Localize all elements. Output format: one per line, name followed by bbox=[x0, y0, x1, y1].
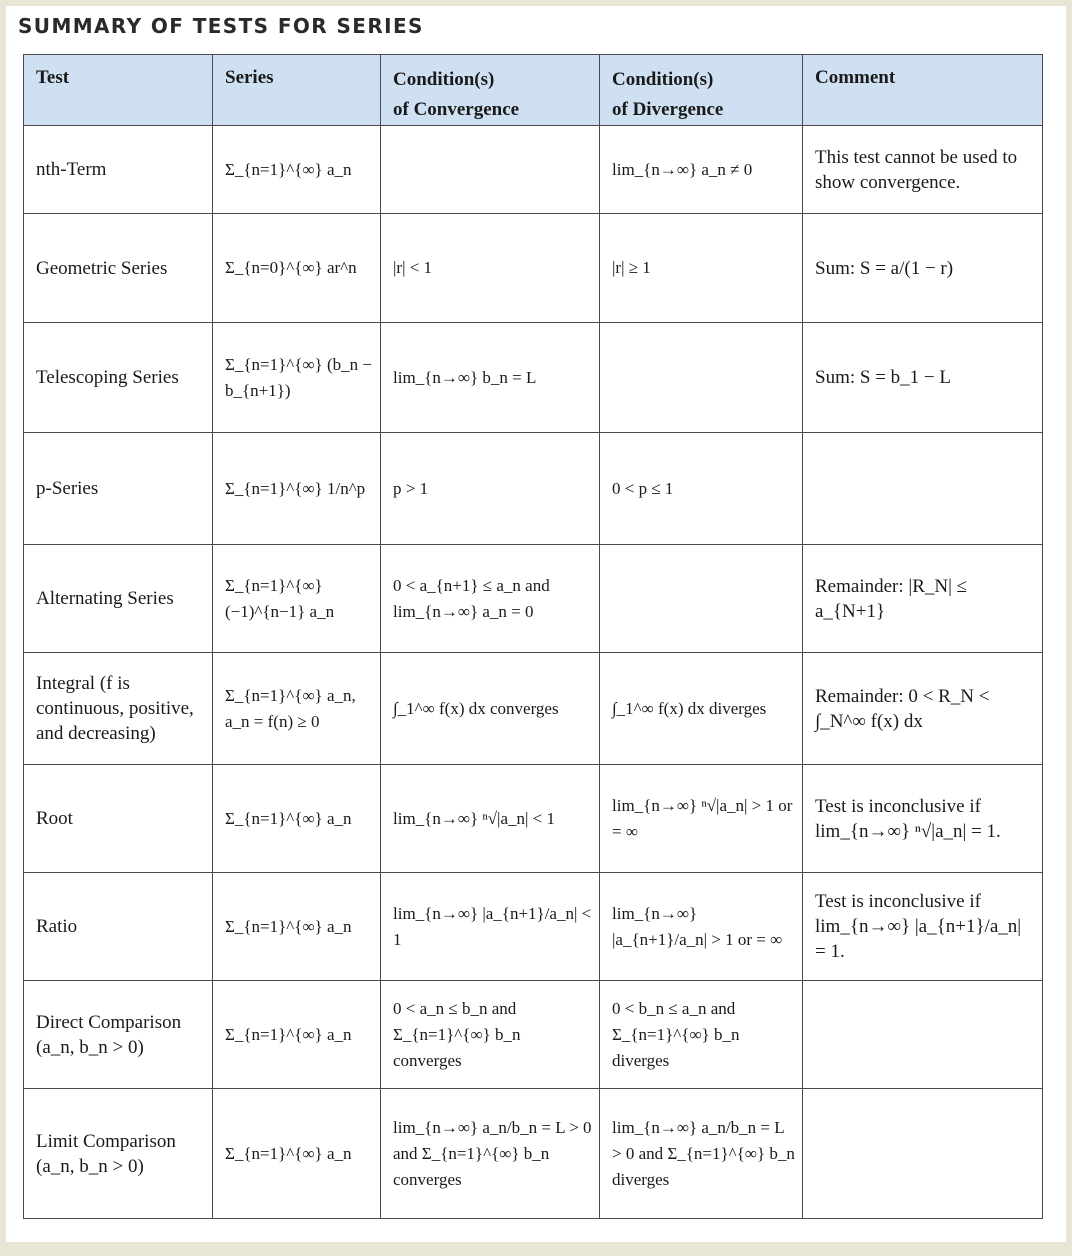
cell-series: Σ_{n=1}^{∞} a_n bbox=[213, 1089, 381, 1219]
table-row bbox=[24, 653, 1043, 765]
cell-convergence: 0 < a_{n+1} ≤ a_n and lim_{n→∞} a_n = 0 bbox=[381, 545, 600, 653]
cell-convergence: lim_{n→∞} a_n/b_n = L > 0 and Σ_{n=1}^{∞} b_n converges bbox=[381, 1089, 600, 1219]
cell-divergence: 0 < p ≤ 1 bbox=[600, 433, 803, 545]
cell-divergence: lim_{n→∞} a_n/b_n = L > 0 and Σ_{n=1}^{∞} b_n diverges bbox=[600, 1089, 803, 1219]
cell-series: Σ_{n=1}^{∞} a_n bbox=[213, 981, 381, 1089]
cell-comment: Test is inconclusive if lim_{n→∞} |a_{n+1}/a_n| = 1. bbox=[803, 873, 1043, 981]
cell-divergence: |r| ≥ 1 bbox=[600, 214, 803, 323]
cell-test: Integral (f is continuous, positive, and decreasing) bbox=[24, 653, 213, 765]
header-comment: Comment bbox=[803, 55, 1043, 126]
cell-convergence: p > 1 bbox=[381, 433, 600, 545]
cell-convergence: ∫_1^∞ f(x) dx converges bbox=[381, 653, 600, 765]
cell-series: Σ_{n=1}^{∞} a_n, a_n = f(n) ≥ 0 bbox=[213, 653, 381, 765]
cell-series: Σ_{n=1}^{∞} 1/n^p bbox=[213, 433, 381, 545]
cell-divergence: ∫_1^∞ f(x) dx diverges bbox=[600, 653, 803, 765]
cell-divergence: lim_{n→∞} a_n ≠ 0 bbox=[600, 126, 803, 214]
header-convergence bbox=[381, 55, 600, 126]
header-divergence-line1: Condition(s) bbox=[612, 69, 714, 90]
cell-test: Limit Comparison (a_n, b_n > 0) bbox=[24, 1089, 213, 1219]
cell-test: Ratio bbox=[24, 873, 213, 981]
cell-test: p-Series bbox=[24, 433, 213, 545]
table-row bbox=[24, 214, 1043, 323]
cell-series: Σ_{n=1}^{∞} a_n bbox=[213, 765, 381, 873]
cell-divergence bbox=[600, 323, 803, 433]
table-row bbox=[24, 433, 1043, 545]
cell-test: Telescoping Series bbox=[24, 323, 213, 433]
header-test: Test bbox=[24, 55, 213, 126]
cell-comment: Remainder: |R_N| ≤ a_{N+1} bbox=[803, 545, 1043, 653]
table-row bbox=[24, 765, 1043, 873]
cell-divergence bbox=[600, 545, 803, 653]
cell-series: Σ_{n=0}^{∞} ar^n bbox=[213, 214, 381, 323]
cell-series: Σ_{n=1}^{∞} a_n bbox=[213, 873, 381, 981]
cell-convergence: lim_{n→∞} ⁿ√|a_n| < 1 bbox=[381, 765, 600, 873]
cell-convergence bbox=[381, 126, 600, 214]
table-row bbox=[24, 545, 1043, 653]
table-row bbox=[24, 981, 1043, 1089]
header-divergence-line2: of Divergence bbox=[612, 99, 724, 120]
cell-convergence: 0 < a_n ≤ b_n and Σ_{n=1}^{∞} b_n converges bbox=[381, 981, 600, 1089]
cell-comment: Sum: S = a/(1 − r) bbox=[803, 214, 1043, 323]
cell-comment: This test cannot be used to show convergence. bbox=[803, 126, 1043, 214]
table-row bbox=[24, 126, 1043, 214]
cell-test: Geometric Series bbox=[24, 214, 213, 323]
cell-comment: Sum: S = b_1 − L bbox=[803, 323, 1043, 433]
cell-comment bbox=[803, 1089, 1043, 1219]
cell-series: Σ_{n=1}^{∞} (−1)^{n−1} a_n bbox=[213, 545, 381, 653]
cell-series: Σ_{n=1}^{∞} (b_n − b_{n+1}) bbox=[213, 323, 381, 433]
header-row bbox=[24, 55, 1043, 126]
table-row bbox=[24, 323, 1043, 433]
cell-convergence: |r| < 1 bbox=[381, 214, 600, 323]
cell-divergence: 0 < b_n ≤ a_n and Σ_{n=1}^{∞} b_n diverges bbox=[600, 981, 803, 1089]
cell-convergence: lim_{n→∞} |a_{n+1}/a_n| < 1 bbox=[381, 873, 600, 981]
summary-table bbox=[23, 54, 1043, 1219]
cell-comment bbox=[803, 981, 1043, 1089]
table-row bbox=[24, 1089, 1043, 1219]
cell-series: Σ_{n=1}^{∞} a_n bbox=[213, 126, 381, 214]
header-convergence-line2: of Convergence bbox=[393, 99, 520, 120]
header-series: Series bbox=[213, 55, 381, 126]
cell-test: Alternating Series bbox=[24, 545, 213, 653]
header-divergence bbox=[600, 55, 803, 126]
table-row bbox=[24, 873, 1043, 981]
cell-divergence: lim_{n→∞} ⁿ√|a_n| > 1 or = ∞ bbox=[600, 765, 803, 873]
cell-comment: Remainder: 0 < R_N < ∫_N^∞ f(x) dx bbox=[803, 653, 1043, 765]
cell-divergence: lim_{n→∞} |a_{n+1}/a_n| > 1 or = ∞ bbox=[600, 873, 803, 981]
cell-test: Root bbox=[24, 765, 213, 873]
cell-test: Direct Comparison (a_n, b_n > 0) bbox=[24, 981, 213, 1089]
cell-comment: Test is inconclusive if lim_{n→∞} ⁿ√|a_n| = 1. bbox=[803, 765, 1043, 873]
header-convergence-line1: Condition(s) bbox=[393, 69, 495, 90]
cell-comment bbox=[803, 433, 1043, 545]
page-title: SUMMARY OF TESTS FOR SERIES bbox=[18, 14, 424, 38]
cell-test: nth-Term bbox=[24, 126, 213, 214]
cell-convergence: lim_{n→∞} b_n = L bbox=[381, 323, 600, 433]
